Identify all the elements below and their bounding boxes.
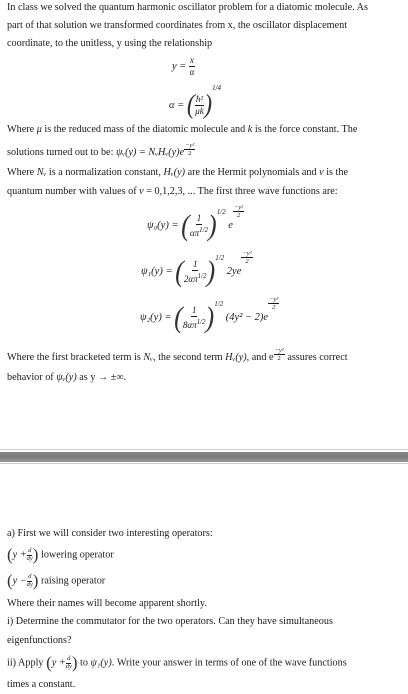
psi0-exponential: e (228, 220, 233, 231)
lowering-operator-label: lowering operator (40, 549, 114, 561)
where-bracketed-line-2: behavior of ψᵥ(y) as y → ±∞. (7, 372, 127, 383)
psi1-numerator: 1 (192, 258, 198, 269)
psi1-denominator: 2απ (183, 273, 198, 284)
operator-names-note: Where their names will become apparent shortly. (7, 598, 207, 609)
section-a-heading: a) First we will consider two interesting operators: (7, 528, 213, 539)
equation-y-lhs: y = (172, 60, 187, 72)
where-mu-line: Where μ is the reduced mass of the diatomic molecule and k is the force constant. The (7, 124, 358, 135)
equation-psi2: ψ₂(y) = ( $\frac{1}{8\alpha\pi^{1/2}}$ )$^{1/2}$ (4y² − 2)e $\frac{\text{−y²}}{2}$ (140, 296, 279, 334)
where-nv-line: Where Nᵥ is a normalization constant, Hᵥ(y) are the Hermit polynomials and v is the (7, 167, 348, 178)
question-i-line-1: i) Determine the commutator for the two operators. Can they have simultaneous (7, 616, 333, 627)
equation-alpha-denominator: μk (195, 106, 204, 117)
solutions-line: solutions turned out to be: ψᵥ(y) = NᵥHᵥ(y)e $\frac{\text{−y²}}{2}$ (7, 142, 195, 158)
psi2-denominator: 8απ (182, 319, 197, 330)
equation-alpha-numerator: ħ² (195, 94, 204, 105)
psi1-outer-exponent: 1/2 (215, 254, 225, 262)
psi2-lhs: ψ₂(y) = (140, 312, 172, 323)
intro-line-1: In class we solved the quantum harmonic oscillator problem for a diatomic molecule. As (7, 2, 368, 13)
psi2-denominator-exponent: 1/2 (196, 317, 206, 326)
equation-alpha-lhs: α = (169, 100, 185, 111)
separator-line-top (0, 449, 408, 450)
equation-psi0: ψ₀(y) = ( $\frac{1}{\alpha\pi^{1/2}}$ )$^{1/2}$ e $\frac{\text{−y²}}{2}$ (147, 204, 244, 242)
equation-psi1: ψ₁(y) = ( $\frac{1}{2\alpha\pi^{1/2}}$ )$^{1/2}$ 2ye $\frac{\text{−y²}}{2}$ (141, 250, 252, 288)
section-separator-band (0, 452, 408, 462)
quantum-number-line: quantum number with values of v = 0,1,2,3, ... The first three wave functions are: (7, 186, 338, 197)
psi2-exponential: (4y² − 2)e (225, 312, 269, 323)
intro-line-3: coordinate, to the unitless, y using the relationship (7, 38, 213, 49)
psi2-numerator: 1 (191, 304, 197, 315)
equation-alpha-definition: α = ( $\frac{\text{ħ²}}{\mu k}$ )$^{1/4}$ (169, 84, 222, 120)
equation-y-numerator: x (190, 55, 194, 65)
separator-line-bottom (0, 463, 408, 464)
psi0-denominator-exponent: 1/2 (199, 225, 209, 234)
psi0-denominator: απ (189, 227, 200, 238)
question-i-line-2: eigenfunctions? (7, 635, 72, 646)
psi1-denominator-exponent: 1/2 (197, 271, 207, 280)
psi2-outer-exponent: 1/2 (214, 300, 224, 308)
psi0-outer-exponent: 1/2 (216, 208, 226, 216)
equation-alpha-exponent: 1/4 (212, 84, 222, 92)
where-bracketed-line-1: Where the first bracketed term is Nᵥ, the second term Hᵥ(y), and e −y² 2 assures correct (7, 347, 348, 363)
psi0-lhs: ψ₀(y) = (147, 220, 179, 231)
question-ii-line-2: times a constant. (7, 679, 76, 690)
psi0-numerator: 1 (196, 212, 202, 223)
intro-line-2: part of that solution we transformed coordinates from x, the oscillator displacement (7, 20, 348, 31)
question-ii-line-1: ii) Apply (y + $\frac{d}{dy}$ ) to ψ₁(y). Write your answer in terms of one of the wave functions (7, 653, 347, 672)
psi1-lhs: ψ₁(y) = (141, 266, 173, 277)
psi1-exponential: 2ye (226, 266, 242, 277)
equation-y-denominator: α (189, 67, 195, 77)
equation-y-definition (172, 55, 195, 78)
raising-operator-label: raising operator (40, 575, 106, 587)
raising-operator-line: (y − $\frac{d}{dy}$ ) raising operator (7, 571, 106, 590)
lowering-operator-line: (y + $\frac{d}{dy}$ ) lowering operator (7, 545, 114, 564)
